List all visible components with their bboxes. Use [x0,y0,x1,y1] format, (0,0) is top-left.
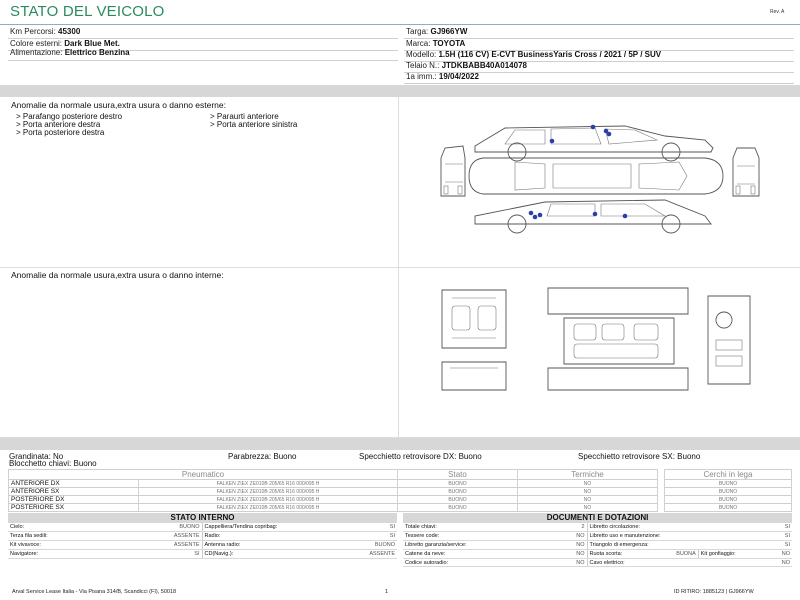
damage-marker [591,125,596,130]
documents-row [403,549,792,558]
mirror-right-status: Specchietto retrovisore DX: Buono [359,452,482,461]
rim-condition: BUONO [665,504,792,512]
damage-marker [529,211,534,216]
damage-item: > Paraurti anteriore [210,112,279,121]
rims-table [664,469,792,512]
interior-top-view [548,288,688,390]
radio-value: SI [332,532,397,541]
antenna-value: BUONO [332,541,397,550]
radio-code-value: NO [523,558,587,567]
tyre-condition: BUONO [398,480,518,488]
rim-condition: BUONO [665,480,792,488]
km-label: Km Percorsi: [10,27,56,36]
cable-label: Cavo elettrico: [587,558,770,567]
field-underline [8,60,398,61]
documents-row [403,558,792,567]
tyre-condition: BUONO [398,488,518,496]
rim-condition: BUONO [665,488,792,496]
documents-row [403,541,792,550]
damage-item: > Porta posteriore destra [16,128,105,137]
car-front-view [441,146,465,196]
damage-marker [533,215,538,220]
windshield-status: Parabrezza: Buono [228,452,297,461]
interior-state-row [8,541,397,550]
footer-page-number: 1 [385,589,389,595]
tyre-row [9,488,658,496]
parcel-shelf-label: Cappelliera/Tendina copribag: [202,523,332,532]
condition-header: Stato [398,470,518,480]
mirror-left-status: Specchietto retrovisore SX: Buono [578,452,701,461]
damage-marker [550,139,555,144]
snow-chains-label: Catene da neve: [403,549,523,558]
total-keys-label: Totale chiavi: [403,523,523,532]
radio-code-label: Codice autoradio: [403,558,523,567]
spare-wheel-value: BUONA [655,549,699,558]
damage-item: > Porta anteriore sinistra [210,120,298,129]
triangle-value: SI [770,541,792,550]
field-underline [404,83,794,84]
car-rear-view [733,148,759,196]
footer-pickup-id: ID RITIRO: 1885123 | GJ966YW [674,589,754,595]
interior-state-title: STATO INTERNO [8,513,397,523]
handsfree-value: ASSENTE [138,541,202,550]
plate-value: GJ966YW [430,27,468,36]
navigator-value: SI [138,549,202,558]
rim-condition: BUONO [665,496,792,504]
tyre-model: FALKEN ZIEX ZE010B 205/65 R16 000/095 H [139,488,398,496]
damage-item: > Parafango posteriore destro [16,112,123,121]
tyre-model: FALKEN ZIEX ZE010B 205/65 R16 000/095 H [139,480,398,488]
inflation-kit-value: NO [770,549,792,558]
toll-cards-value: NO [523,532,587,541]
tyre-condition: BUONO [398,496,518,504]
tyre-table-header [9,470,658,480]
damage-marker [623,214,628,219]
key-lock-status: Blocchetto chiavi: Buono [9,459,97,468]
damage-marker [538,213,543,218]
tyre-condition: BUONO [398,504,518,512]
model-label: Modello: [406,50,437,59]
antenna-label: Antenna radio: [202,541,332,550]
tyre-model: FALKEN ZIEX ZE010B 205/65 R16 000/095 H [139,496,398,504]
plate-field [406,26,467,38]
exterior-damage-title: Anomalie da normale usura,extra usura o danno esterne: [11,100,226,110]
damage-marker [607,132,612,137]
panel-divider [398,96,399,268]
plate-label: Targa: [406,27,429,36]
interior-state-row [8,523,397,532]
interior-front-seats-view [442,290,506,348]
ceiling-value: BUONO [138,523,202,532]
car-top-view [469,158,723,194]
documents-row [403,532,792,541]
damage-marker [593,212,598,217]
brand-value: TOYOTA [432,39,466,48]
parcel-shelf-value: SI [332,523,397,532]
tyre-position: ANTERIORE DX [9,480,139,488]
interior-damage-title: Anomalie da normale usura,extra usura o danno interne: [11,270,224,280]
documents-title: DOCUMENTI E DOTAZIONI [403,513,792,523]
radio-label: Radio: [202,532,332,541]
exterior-damage-list-1 [16,113,122,137]
tyre-winter: NO [518,504,658,512]
tyre-row [9,504,658,512]
tyre-model: FALKEN ZIEX ZE010B 205/65 R16 000/095 H [139,504,398,512]
inflation-kit-label: Kit gonfiaggio: [698,549,769,558]
cable-value: NO [770,558,792,567]
manual-label: Libretto uso e manutenzione: [587,532,770,541]
tyre-position: ANTERIORE SX [9,488,139,496]
tyre-header: Pneumatico [9,470,398,480]
navigator-label: Navigatore: [8,549,138,558]
page-title: STATO DEL VEICOLO [10,3,165,20]
tyre-position: POSTERIORE SX [9,504,139,512]
interior-state-row [8,549,397,558]
interior-car-diagram [438,284,758,394]
tyre-winter: NO [518,488,658,496]
hail-status: Grandinata: No [9,452,64,461]
vin-label: Telaio N.: [406,61,440,70]
total-keys-value: 2 [523,523,587,532]
exterior-car-diagram [435,112,765,240]
km-field [10,26,80,38]
car-side-view-bottom [475,200,711,233]
brand-label: Marca: [406,39,431,48]
registration-value: 19/04/2022 [438,72,479,81]
fuel-value: Elettrico Benzina [64,48,130,57]
damage-markers [529,125,628,220]
ceiling-label: Cielo: [8,523,138,532]
spare-wheel-label: Ruota scorta: [587,549,655,558]
warranty-label: Libretto garanzia/service: [403,541,523,550]
winter-header: Termiche [518,470,658,480]
rims-header: Cerchi in lega [665,470,792,480]
fuel-field [10,47,130,59]
revision-label: Rev. A [770,9,785,15]
toll-cards-label: Tessere code: [403,532,523,541]
third-row-label: Terza fila sedili: [8,532,138,541]
color-value: Dark Blue Met. [64,39,120,48]
tyre-row [9,480,658,488]
warranty-value: NO [523,541,587,550]
documents-row [403,523,792,532]
interior-state-row [8,532,397,541]
vin-value: JTDKBABB40A014078 [441,61,527,70]
documents-table [403,523,792,567]
tyre-table [8,469,658,512]
car-side-view-top [475,126,713,161]
tyre-position: POSTERIORE DX [9,496,139,504]
model-value: 1.5H (116 CV) E-CVT BusinessYaris Cross / 2021 / 5P / SUV [438,50,662,59]
tyre-winter: NO [518,480,658,488]
registration-book-label: Libretto circolazione: [587,523,770,532]
registration-field [406,71,479,83]
registration-label: 1a imm.: [406,72,437,81]
snow-chains-value: NO [523,549,587,558]
cd-value: ASSENTE [332,549,397,558]
exterior-damage-list-2 [210,113,297,129]
interior-state-table [8,523,397,559]
handsfree-label: Kit vivavoce: [8,541,138,550]
tyre-winter: NO [518,496,658,504]
section-separator-bar [0,438,800,450]
footer-company: Arval Service Lease Italia - Via Pisana 314/B, Scandicci (FI), 50018 [12,589,177,595]
cd-label: CD(Navig.): [202,549,332,558]
km-value: 45300 [58,27,81,36]
registration-book-value: SI [770,523,792,532]
dashboard-view [708,296,750,384]
panel-divider [398,268,399,438]
third-row-value: ASSENTE [138,532,202,541]
header-divider [0,24,800,25]
triangle-label: Triangolo di emergenza: [587,541,770,550]
interior-rear-view [442,362,506,390]
damage-item: > Porta anteriore destra [16,120,101,129]
tyre-row [9,496,658,504]
manual-value: SI [770,532,792,541]
fuel-label: Alimentazione: [10,48,63,57]
color-label: Colore esterni: [10,39,63,48]
